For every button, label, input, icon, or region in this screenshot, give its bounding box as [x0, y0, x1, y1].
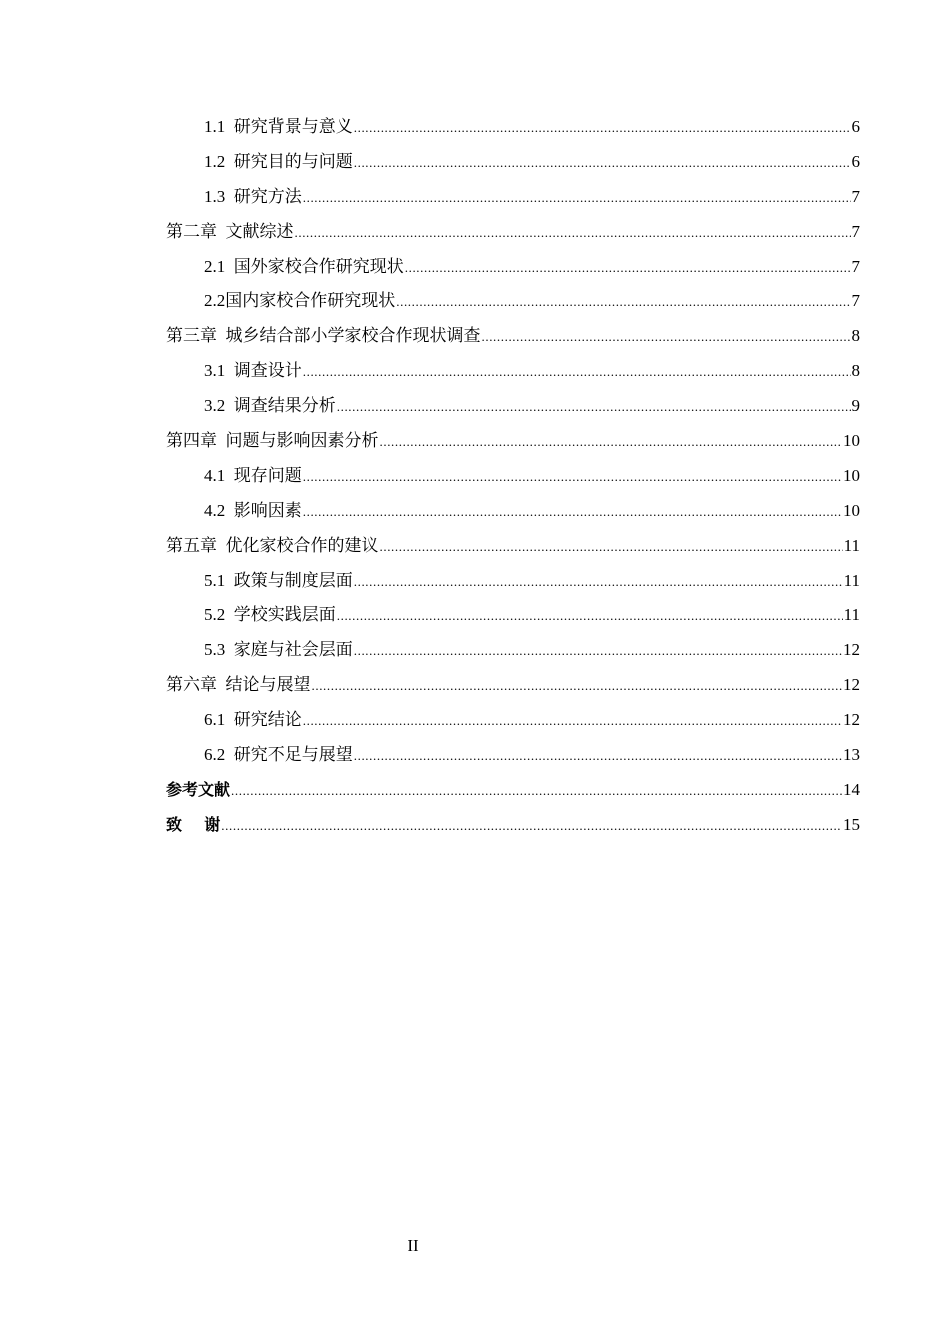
toc-leader-dots: [295, 216, 851, 251]
toc-entry-title: 致 谢: [166, 814, 221, 834]
toc-entry-title: 6.1 研究结论: [204, 710, 302, 730]
toc-references-entry[interactable]: [166, 773, 860, 808]
toc-leader-dots: [231, 774, 842, 809]
toc-leader-dots: [303, 181, 851, 216]
toc-leader-dots: [354, 634, 842, 669]
toc-page-number: 10: [843, 431, 860, 451]
toc-leader-dots: [337, 390, 851, 425]
toc-leader-dots: [303, 704, 842, 739]
toc-entry[interactable]: [166, 145, 860, 180]
toc-leader-dots: [337, 599, 843, 634]
toc-page-number: 7: [851, 186, 860, 206]
toc-entry-title: 6.2 研究不足与展望: [204, 745, 353, 765]
toc-page-number: 11: [843, 570, 860, 590]
toc-chapter-entry[interactable]: [166, 424, 860, 459]
toc-leader-dots: [312, 669, 843, 704]
toc-chapter-entry[interactable]: [166, 319, 860, 354]
toc-page-number: 12: [843, 640, 860, 660]
toc-entry-title: 5.1 政策与制度层面: [204, 570, 353, 590]
toc-entry-title: 1.1 研究背景与意义: [204, 117, 353, 136]
toc-entry-title: 第二章 文献综述: [166, 221, 294, 241]
toc-entry-title: 2.2国内家校合作研究现状: [204, 291, 396, 311]
toc-page-number: 6: [851, 151, 860, 171]
toc-page-number: 7: [851, 221, 860, 241]
toc-entry[interactable]: [166, 564, 860, 599]
table-of-contents: [166, 110, 860, 843]
toc-page-number: 8: [851, 361, 860, 381]
toc-entry[interactable]: [166, 633, 860, 668]
toc-page-number: 15: [843, 814, 860, 834]
toc-entry-title: 参考文献: [166, 779, 231, 799]
toc-leader-dots: [396, 285, 850, 320]
toc-entry[interactable]: [166, 598, 860, 633]
toc-page-number: 14: [843, 779, 860, 799]
toc-entry-title: 5.3 家庭与社会层面: [204, 640, 353, 660]
toc-page-number: 7: [851, 291, 860, 311]
page-number-footer: II: [407, 1236, 419, 1255]
toc-page-number: 12: [843, 710, 860, 730]
toc-page-number: 10: [843, 500, 860, 520]
toc-entry[interactable]: [166, 250, 860, 285]
toc-leader-dots: [303, 495, 842, 530]
toc-leader-dots: [221, 809, 842, 844]
toc-entry[interactable]: [166, 738, 860, 773]
toc-leader-dots: [354, 565, 843, 600]
toc-page-number: 11: [843, 605, 860, 625]
toc-entry-title: 4.1 现存问题: [204, 465, 302, 485]
toc-entry-title: 4.2 影响因素: [204, 500, 302, 520]
toc-page-number: 7: [851, 256, 860, 276]
toc-leader-dots: [354, 111, 851, 146]
toc-leader-dots: [354, 146, 851, 181]
toc-chapter-entry[interactable]: [166, 529, 860, 564]
toc-acknowledgements-entry[interactable]: [166, 808, 860, 843]
toc-entry[interactable]: [166, 703, 860, 738]
toc-page-number: 11: [843, 535, 860, 555]
toc-leader-dots: [380, 425, 843, 460]
toc-entry-title: 3.2 调查结果分析: [204, 396, 336, 416]
toc-entry-title: 第四章 问题与影响因素分析: [166, 431, 379, 451]
toc-entry-title: 5.2 学校实践层面: [204, 605, 336, 625]
toc-page-number: 9: [851, 396, 860, 416]
toc-entry-title: 3.1 调查设计: [204, 361, 302, 381]
toc-entry[interactable]: [166, 389, 860, 424]
toc-page-number: 12: [843, 675, 860, 695]
toc-page-number: 13: [843, 745, 860, 765]
toc-leader-dots: [482, 320, 851, 355]
toc-entry-title: 1.3 研究方法: [204, 186, 302, 206]
toc-page-number: 8: [851, 326, 860, 346]
toc-entry-title: 2.1 国外家校合作研究现状: [204, 256, 404, 276]
toc-entry[interactable]: [166, 110, 860, 145]
toc-entry[interactable]: [166, 284, 860, 319]
toc-leader-dots: [354, 739, 842, 774]
toc-entry-title: 1.2 研究目的与问题: [204, 151, 353, 171]
toc-chapter-entry[interactable]: [166, 215, 860, 250]
toc-entry-title: 第六章 结论与展望: [166, 675, 311, 695]
toc-leader-dots: [303, 460, 842, 495]
toc-entry[interactable]: [166, 180, 860, 215]
toc-entry-title: 第三章 城乡结合部小学家校合作现状调查: [166, 326, 481, 346]
toc-entry[interactable]: [166, 459, 860, 494]
toc-leader-dots: [303, 355, 851, 390]
toc-page-number: 6: [851, 117, 860, 136]
toc-leader-dots: [405, 251, 851, 286]
toc-entry-title: 第五章 优化家校合作的建议: [166, 535, 379, 555]
toc-entry[interactable]: [166, 354, 860, 389]
toc-leader-dots: [380, 530, 843, 565]
toc-chapter-entry[interactable]: [166, 668, 860, 703]
toc-page-number: 10: [843, 465, 860, 485]
toc-entry[interactable]: [166, 494, 860, 529]
